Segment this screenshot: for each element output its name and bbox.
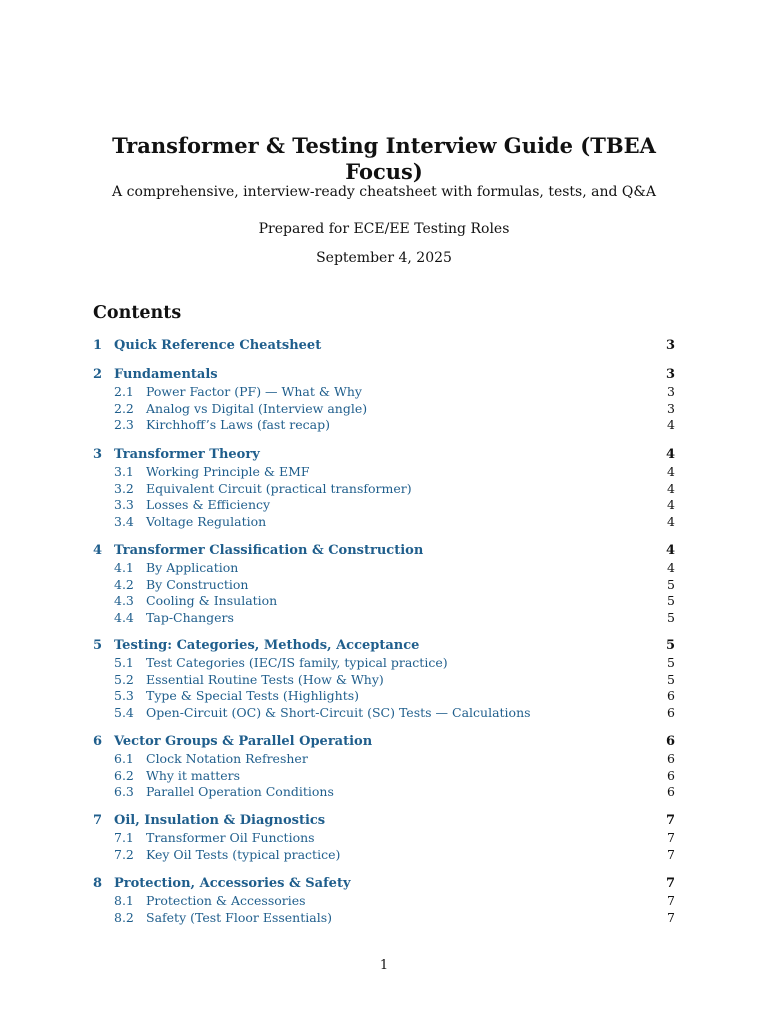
toc-subsection-page: 3 — [667, 384, 675, 399]
toc-subsection-link[interactable] — [93, 576, 675, 593]
toc-subsection-title[interactable]: Type & Special Tests (Highlights) — [146, 687, 362, 704]
toc-section-title[interactable]: Protection, Accessories & Safety — [114, 875, 354, 892]
toc-subsection-link[interactable] — [93, 909, 675, 926]
toc-section-link[interactable] — [93, 446, 675, 463]
toc-subsection-link[interactable] — [93, 559, 675, 576]
toc-section-number: 2 — [93, 367, 103, 382]
toc-section-page: 4 — [665, 543, 675, 558]
toc-subsection-title[interactable]: Essential Routine Tests (How & Why) — [146, 671, 387, 688]
toc-section-number: 6 — [93, 734, 103, 749]
toc-subsection-title[interactable]: Clock Notation Refresher — [146, 750, 311, 767]
toc-subsection-title[interactable]: Tap-Changers — [146, 609, 237, 626]
toc-subsection-link[interactable] — [93, 767, 675, 784]
toc-subsection-link[interactable] — [93, 513, 675, 530]
toc-subsection-page: 6 — [667, 704, 675, 720]
toc-section-link[interactable] — [93, 875, 675, 892]
toc-subsection-link[interactable] — [93, 829, 675, 846]
toc-subsection-number: 5.4 — [114, 704, 134, 720]
toc-section-page: 5 — [665, 638, 675, 653]
toc-section-title[interactable]: Testing: Categories, Methods, Acceptance — [114, 637, 422, 654]
toc-subsection-number: 6.2 — [114, 767, 134, 783]
toc-subsection-number: 6.3 — [114, 784, 134, 799]
toc-section-title[interactable]: Transformer Theory — [114, 446, 263, 463]
contents-heading: Contents — [93, 303, 182, 323]
toc-section-number: 7 — [93, 813, 103, 828]
toc-subsection-link[interactable] — [93, 383, 675, 400]
toc-subsection-page: 3 — [667, 400, 675, 416]
toc-subsection-link[interactable] — [93, 463, 675, 480]
toc-section-link[interactable] — [93, 733, 675, 750]
toc-subsection-number: 5.2 — [114, 671, 134, 687]
toc-section-number: 1 — [93, 338, 103, 353]
toc-subsection-number: 4.3 — [114, 593, 134, 608]
toc-section-page: 3 — [665, 367, 675, 382]
page-number: 1 — [379, 958, 389, 973]
toc-subsection-number: 2.1 — [114, 384, 134, 399]
toc-subsection-title[interactable]: Voltage Regulation — [146, 513, 269, 530]
document-title: Transformer & Testing Interview Guide (TBEA Focus) — [112, 133, 656, 184]
toc-subsection-number: 2.2 — [114, 400, 134, 416]
toc-subsection-title[interactable]: Equivalent Circuit (practical transformer) — [146, 480, 415, 497]
toc-subsection-link[interactable] — [93, 671, 675, 688]
toc-subsection-link[interactable] — [93, 609, 675, 626]
toc-subsection-number: 4.2 — [114, 576, 134, 592]
toc-subsection-page: 4 — [667, 497, 675, 512]
toc-section-link[interactable] — [93, 337, 675, 354]
toc-subsection-page: 4 — [667, 417, 675, 432]
toc-subsection-title[interactable]: By Construction — [146, 576, 251, 593]
toc-subsection-title[interactable]: Open-Circuit (OC) & Short-Circuit (SC) Tests — Calculations — [146, 704, 534, 721]
toc-subsection-page: 7 — [667, 830, 675, 845]
toc-subsection-page: 4 — [667, 464, 675, 479]
toc-subsection-link[interactable] — [93, 846, 675, 863]
toc-subsection-number: 3.2 — [114, 480, 134, 496]
toc-subsection-title[interactable]: Analog vs Digital (Interview angle) — [146, 400, 370, 417]
toc-section-number: 4 — [93, 543, 103, 558]
toc-subsection-page: 6 — [667, 784, 675, 799]
toc-section-title[interactable]: Vector Groups & Parallel Operation — [114, 733, 375, 750]
toc-subsection-page: 7 — [667, 909, 675, 925]
toc-subsection-title[interactable]: Cooling & Insulation — [146, 592, 280, 609]
toc-subsection-page: 5 — [667, 576, 675, 592]
toc-section-link[interactable] — [93, 366, 675, 383]
toc-subsection-link[interactable] — [93, 750, 675, 767]
toc-subsection-number: 4.1 — [114, 560, 134, 575]
prepared-for-line: Prepared for ECE/EE Testing Roles — [258, 221, 510, 237]
toc-subsection-title[interactable]: Power Factor (PF) — What & Why — [146, 383, 365, 400]
toc-subsection-title[interactable]: Working Principle & EMF — [146, 463, 313, 480]
toc-section-number: 5 — [93, 638, 103, 653]
toc-subsection-page: 5 — [667, 671, 675, 687]
toc-subsection-link[interactable] — [93, 783, 675, 800]
toc-subsection-number: 3.3 — [114, 497, 134, 512]
toc-section-link[interactable] — [93, 542, 675, 559]
toc-subsection-title[interactable]: Transformer Oil Functions — [146, 829, 318, 846]
toc-section-page: 4 — [665, 447, 675, 462]
toc-subsection-page: 7 — [667, 893, 675, 908]
toc-subsection-number: 4.4 — [114, 609, 134, 625]
toc-subsection-number: 6.1 — [114, 751, 134, 766]
toc-subsection-page: 7 — [667, 846, 675, 862]
toc-subsection-page: 5 — [667, 655, 675, 670]
toc-subsection-page: 5 — [667, 609, 675, 625]
toc-section-number: 8 — [93, 876, 103, 891]
toc-subsection-page: 6 — [667, 767, 675, 783]
toc-section-title[interactable]: Oil, Insulation & Diagnostics — [114, 812, 328, 829]
toc-section-title[interactable]: Transformer Classification & Construction — [114, 542, 426, 559]
toc-subsection-link[interactable] — [93, 496, 675, 513]
toc-subsection-number: 3.1 — [114, 464, 134, 479]
toc-subsection-link[interactable] — [93, 480, 675, 497]
toc-subsection-page: 6 — [667, 751, 675, 766]
toc-subsection-link[interactable] — [93, 416, 675, 433]
toc-section-page: 6 — [665, 734, 675, 749]
toc-subsection-number: 2.3 — [114, 417, 134, 432]
toc-subsection-link[interactable] — [93, 592, 675, 609]
toc-subsection-number: 8.2 — [114, 909, 134, 925]
toc-subsection-page: 4 — [667, 513, 675, 529]
toc-subsection-title[interactable]: Losses & Efficiency — [146, 496, 273, 513]
toc-section-title[interactable]: Fundamentals — [114, 366, 221, 383]
toc-subsection-link[interactable] — [93, 654, 675, 671]
toc-subsection-page: 6 — [667, 688, 675, 703]
toc-section-page: 7 — [665, 876, 675, 891]
toc-subsection-page: 4 — [667, 560, 675, 575]
toc-subsection-title[interactable]: Test Categories (IEC/IS family, typical practice) — [146, 654, 451, 671]
toc-subsection-title[interactable]: Protection & Accessories — [146, 892, 309, 909]
toc-subsection-title[interactable]: Parallel Operation Conditions — [146, 783, 337, 800]
document-date: September 4, 2025 — [316, 250, 452, 266]
toc-subsection-link[interactable] — [93, 400, 675, 417]
toc-section-title[interactable]: Quick Reference Cheatsheet — [114, 337, 324, 354]
toc-subsection-number: 5.1 — [114, 655, 134, 670]
toc-subsection-title[interactable]: Key Oil Tests (typical practice) — [146, 846, 343, 863]
toc-subsection-link[interactable] — [93, 892, 675, 909]
toc-subsection-number: 8.1 — [114, 893, 134, 908]
toc-section-number: 3 — [93, 447, 103, 462]
toc-subsection-page: 5 — [667, 593, 675, 608]
toc-subsection-link[interactable] — [93, 687, 675, 704]
toc-subsection-number: 7.2 — [114, 846, 134, 862]
toc-subsection-number: 7.1 — [114, 830, 134, 845]
toc-subsection-number: 5.3 — [114, 688, 134, 703]
toc-section-page: 3 — [665, 338, 675, 353]
toc-subsection-title[interactable]: Safety (Test Floor Essentials) — [146, 909, 335, 926]
toc-subsection-title[interactable]: Why it matters — [146, 767, 243, 784]
document-subtitle: A comprehensive, interview-ready cheatsheet with formulas, tests, and Q&A — [112, 184, 656, 200]
toc-subsection-page: 4 — [667, 480, 675, 496]
toc-section-link[interactable] — [93, 812, 675, 829]
toc-subsection-title[interactable]: Kirchhoff’s Laws (fast recap) — [146, 416, 333, 433]
toc-subsection-title[interactable]: By Application — [146, 559, 241, 576]
toc-subsection-link[interactable] — [93, 704, 675, 721]
toc-section-page: 7 — [665, 813, 675, 828]
toc-subsection-number: 3.4 — [114, 513, 134, 529]
toc-section-link[interactable] — [93, 637, 675, 654]
